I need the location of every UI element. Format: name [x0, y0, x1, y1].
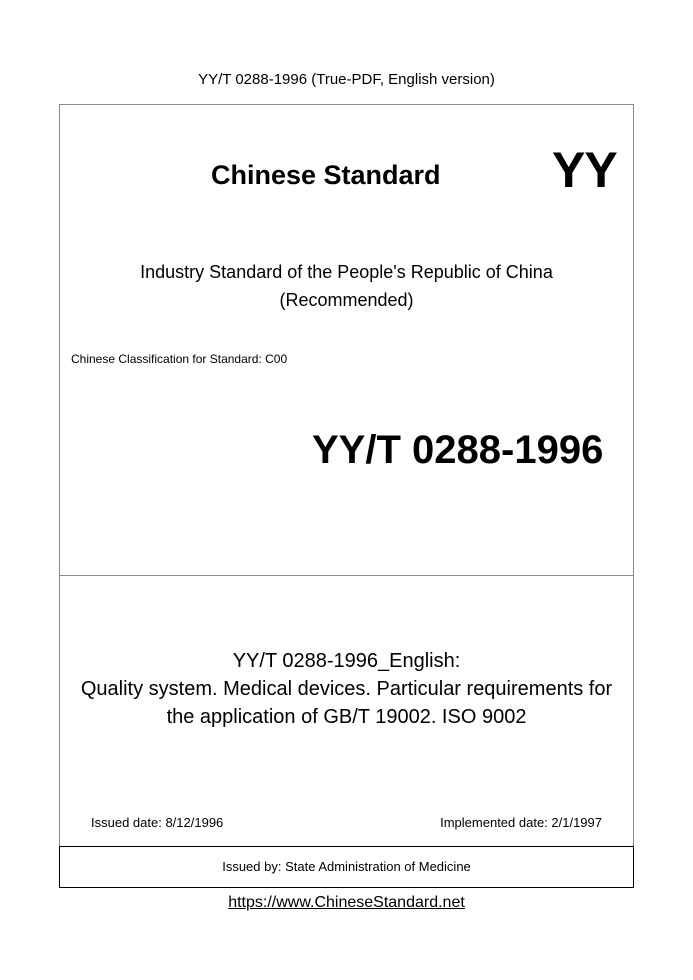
- subtitle-line-1: Industry Standard of the People's Republic of China: [140, 262, 553, 282]
- classification-label: Chinese Classification for Standard: C00: [71, 352, 288, 366]
- page-header: YY/T 0288-1996 (True-PDF, English version): [198, 71, 495, 88]
- title-line-2: Quality system. Medical devices. Particular requirements for: [80, 678, 613, 700]
- standard-number: YY/T 0288-1996: [312, 428, 604, 472]
- cover-frame: [59, 104, 634, 887]
- issuer-box: Issued by: State Administration of Medicine: [59, 846, 634, 888]
- website-link[interactable]: https://www.ChineseStandard.net: [228, 894, 465, 911]
- issued-date: Issued date: 8/12/1996: [91, 815, 224, 830]
- document-title: [60, 647, 633, 731]
- subtitle-line-2: (Recommended): [279, 290, 414, 310]
- standard-code-mark: YY: [552, 142, 617, 198]
- footer: [0, 893, 693, 913]
- implemented-date: Implemented date: 2/1/1997: [440, 815, 602, 830]
- section-divider: [60, 575, 633, 576]
- subtitle: [60, 258, 633, 314]
- doc-type-heading: Chinese Standard: [211, 160, 441, 190]
- title-line-1: YY/T 0288-1996_English:: [232, 650, 461, 672]
- title-line-3: the application of GB/T 19002. ISO 9002: [166, 706, 527, 728]
